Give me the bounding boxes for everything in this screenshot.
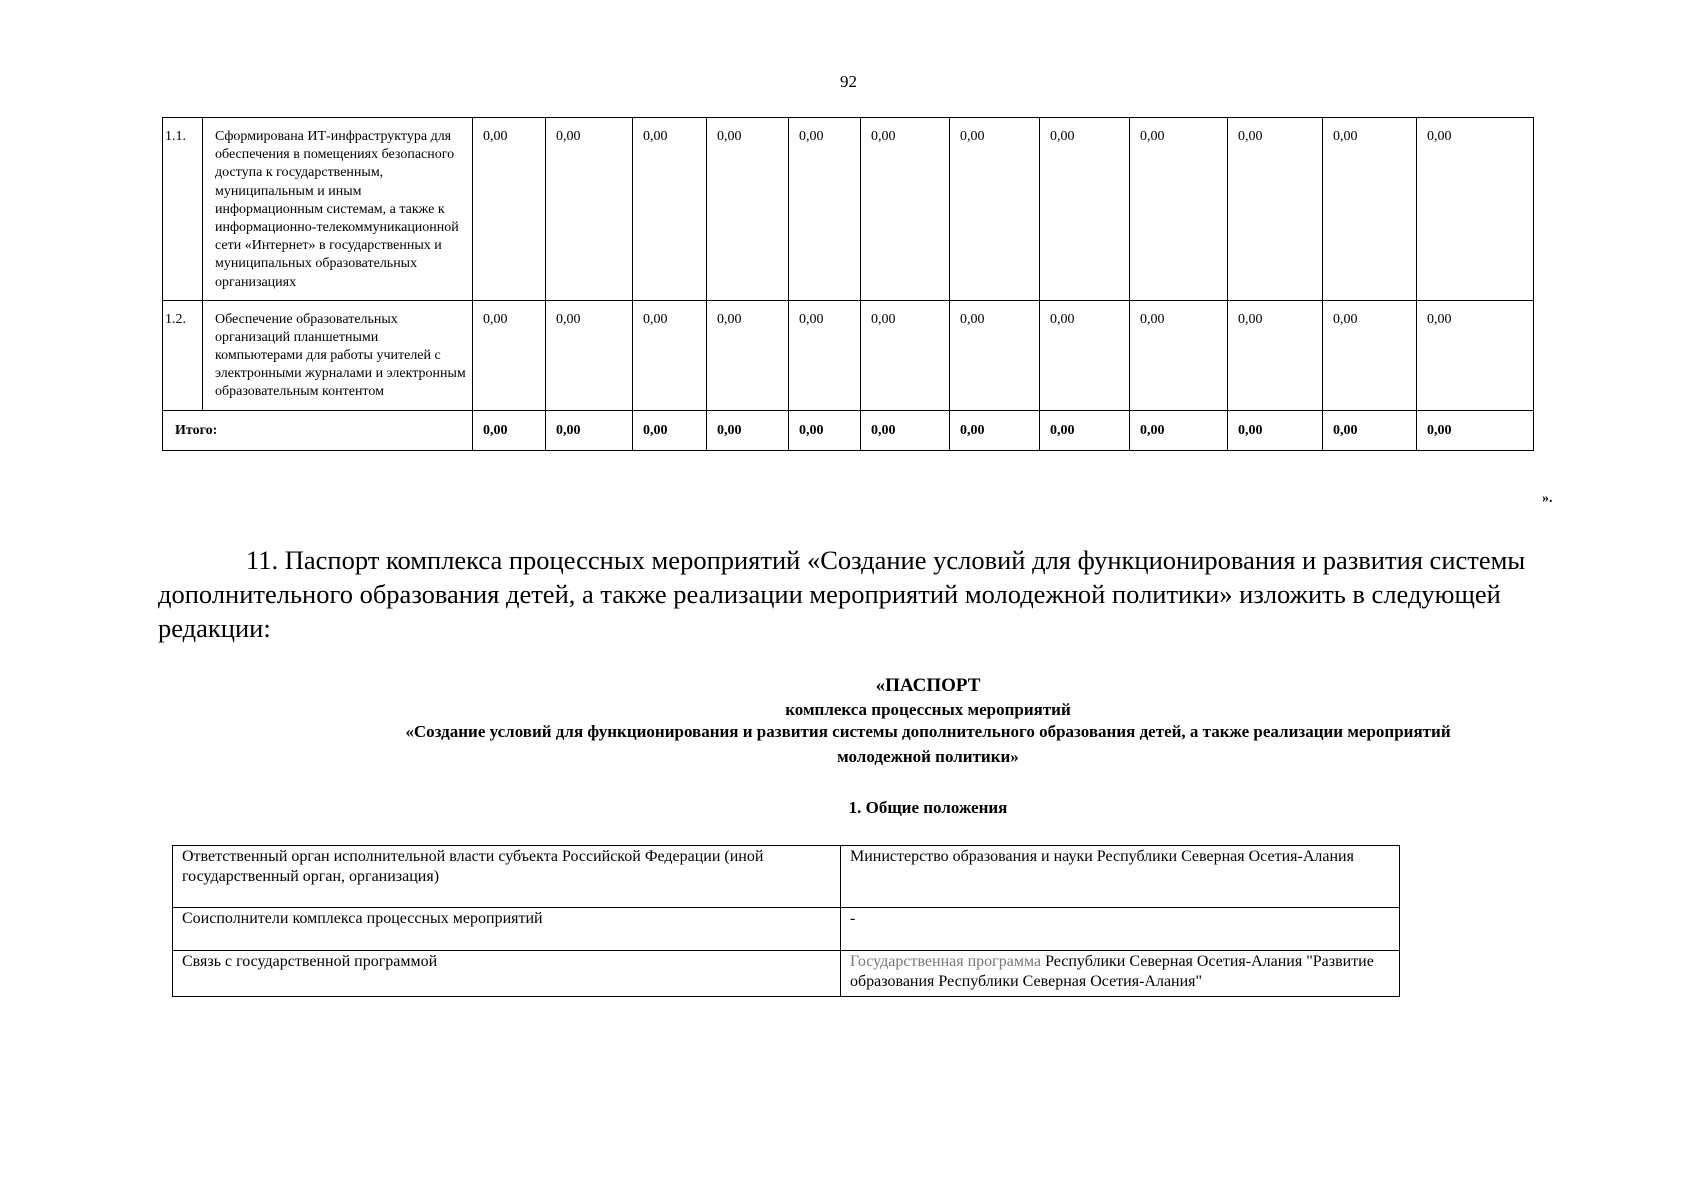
general-provisions-table <box>172 845 1400 997</box>
table-row <box>173 908 1400 951</box>
total-row <box>163 410 1534 450</box>
value-cell: 0,00 <box>1323 300 1417 410</box>
total-value-cell: 0,00 <box>789 410 861 450</box>
value-cell: 0,00 <box>546 300 633 410</box>
value-cell: 0,00 <box>789 300 861 410</box>
general-row-value: - <box>841 908 1400 951</box>
total-value-cell: 0,00 <box>950 410 1040 450</box>
value-cell: 0,00 <box>1323 118 1417 301</box>
value-cell: 0,00 <box>1040 300 1130 410</box>
value-cell: 0,00 <box>1040 118 1130 301</box>
total-value-cell: 0,00 <box>633 410 707 450</box>
total-value-cell: 0,00 <box>473 410 546 450</box>
table-row <box>163 118 1534 301</box>
total-value-cell: 0,00 <box>1130 410 1228 450</box>
value-cell: 0,00 <box>707 300 789 410</box>
value-cell: 0,00 <box>861 300 950 410</box>
value-cell: 0,00 <box>1228 118 1323 301</box>
row-code: 1.1. <box>163 118 203 301</box>
passport-subtitle: комплекса процессных мероприятий <box>785 700 1071 719</box>
value-cell: 0,00 <box>950 300 1040 410</box>
section-title-general: 1. Общие положения <box>848 798 1008 817</box>
value-cell: 0,00 <box>1417 118 1534 301</box>
general-row-label: Соисполнители комплекса процессных мероприятий <box>173 908 841 951</box>
general-row-value <box>841 951 1400 997</box>
paragraph-11 <box>158 543 1578 645</box>
state-program-link[interactable]: Государственная программа <box>850 953 1042 970</box>
total-value-cell: 0,00 <box>1228 410 1323 450</box>
row-description: Сформирована ИТ-инфраструктура для обеспечения в помещениях безопасного доступа к государственным, муниципальным и иным информационным системам, а также к информационно-телекоммуникационной сети «Интернет» в государственных и муниципальных образовательных организациях <box>203 118 473 301</box>
value-cell: 0,00 <box>1417 300 1534 410</box>
table-row <box>173 846 1400 908</box>
value-cell: 0,00 <box>1228 300 1323 410</box>
total-value-cell: 0,00 <box>546 410 633 450</box>
financing-table-body <box>163 118 1534 451</box>
total-value-cell: 0,00 <box>1417 410 1534 450</box>
value-cell: 0,00 <box>1130 300 1228 410</box>
value-cell: 0,00 <box>633 300 707 410</box>
closing-quote-mark: ». <box>1542 491 1553 506</box>
passport-title: «ПАСПОРТ <box>875 675 981 696</box>
table-row <box>173 951 1400 997</box>
value-cell: 0,00 <box>1130 118 1228 301</box>
paragraph-11-text: 11. Паспорт комплекса процессных мероприятий «Создание условий для функционирования и развития системы дополнительного образования детей, а также реализации мероприятий молодежной политики» изложить в следующей редакции: <box>158 545 1526 643</box>
value-cell: 0,00 <box>861 118 950 301</box>
total-value-cell: 0,00 <box>1040 410 1130 450</box>
value-cell: 0,00 <box>950 118 1040 301</box>
value-cell: 0,00 <box>789 118 861 301</box>
value-cell: 0,00 <box>546 118 633 301</box>
row-code: 1.2. <box>163 300 203 410</box>
financing-table <box>162 117 1534 451</box>
passport-name-line-1: «Создание условий для функционирования и развития системы дополнительного образования детей, а также реализации мероприятий <box>405 722 1451 741</box>
total-value-cell: 0,00 <box>707 410 789 450</box>
total-value-cell: 0,00 <box>1323 410 1417 450</box>
general-row-label: Ответственный орган исполнительной власти субъекта Российской Федерации (иной государственный орган, организация) <box>173 846 841 908</box>
value-cell: 0,00 <box>707 118 789 301</box>
general-row-label: Связь с государственной программой <box>173 951 841 997</box>
general-row-value: Министерство образования и науки Республики Северная Осетия-Алания <box>841 846 1400 908</box>
value-cell: 0,00 <box>633 118 707 301</box>
table-row <box>163 300 1534 410</box>
state-program-name: Республики Северная Осетия-Алания "Развитие образования Республики Северная Осетия-Алания" <box>850 953 1374 990</box>
value-cell: 0,00 <box>473 118 546 301</box>
value-cell: 0,00 <box>473 300 546 410</box>
total-label: Итого: <box>163 410 473 450</box>
row-description: Обеспечение образовательных организаций планшетными компьютерами для работы учителей с электронными журналами и электронным образовательным контентом <box>203 300 473 410</box>
page-number: 92 <box>840 72 857 91</box>
passport-name-line-2: молодежной политики» <box>837 747 1019 766</box>
total-value-cell: 0,00 <box>861 410 950 450</box>
